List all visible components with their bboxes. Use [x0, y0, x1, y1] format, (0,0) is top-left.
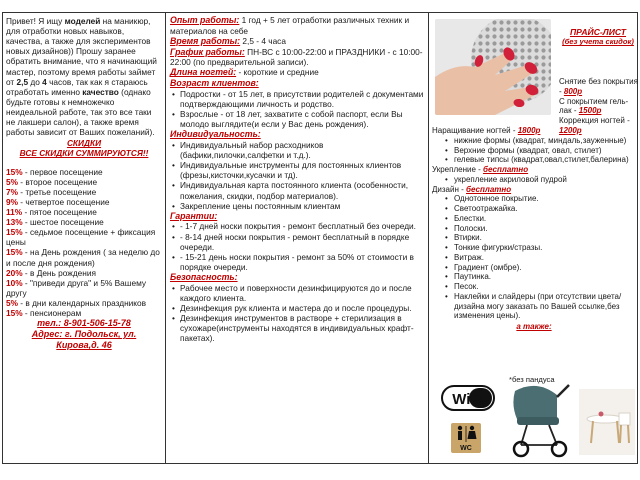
discount-row — [6, 268, 162, 278]
guarantee-item: • - 8-14 дней носки покрытия - ремонт бесплатный в порядке очереди. — [170, 232, 424, 252]
discount-row — [6, 167, 162, 177]
price-title: ПРАЙС-ЛИСТ (без учета скидок) — [562, 27, 634, 47]
discount-text: - в дни календарных праздников — [18, 297, 147, 308]
design-item: • Однотонное покрытие. — [432, 194, 636, 204]
discount-text: - шестое посещение — [22, 217, 104, 228]
indiv-item: • Индивидуальные инструменты для постоянных клиентов (фрезы,кисточки,кусачки и тд). — [170, 160, 424, 180]
discount-percent: 10% — [6, 277, 23, 288]
wc-icon — [451, 423, 481, 453]
stroller-icon — [507, 381, 577, 459]
design-item: • Полоски. — [432, 224, 636, 234]
discount-percent: 15% — [6, 308, 23, 319]
design-list — [432, 194, 636, 321]
design-item: • Песок. — [432, 282, 636, 292]
discounts-title: СКИДКИ ВСЕ СКИДКИ СУММИРУЮТСЯ!! — [19, 138, 149, 159]
discount-percent: 7% — [6, 186, 18, 197]
discount-percent: 5% — [6, 176, 18, 187]
discount-row — [6, 298, 162, 308]
discount-percent: 13% — [6, 217, 23, 228]
guarantee-item: • - 15-21 день носки покрытия - ремонт за 50% от стоимости в порядке очереди. — [170, 252, 424, 272]
discount-row — [6, 207, 162, 217]
discount-text: - третье посещение — [18, 186, 97, 197]
left-column — [3, 13, 166, 463]
price-value: 1200р — [559, 125, 582, 135]
wifi-icon — [441, 383, 495, 413]
price-label: С покрытием гель-лак - — [559, 96, 629, 116]
kids-furniture-icon — [579, 389, 635, 455]
price-label: Снятие без покрытия - — [559, 77, 638, 96]
safety-item: • Дезинфекция рук клиента и мастера до и после процедуры. — [170, 303, 424, 313]
ramp-note: *без пандуса — [509, 375, 555, 384]
discount-percent: 5% — [6, 297, 18, 308]
discount-text: - второе посещение — [18, 176, 98, 187]
design-item: • Тонкие фигурки/стразы. — [432, 243, 636, 253]
indiv-item: • Закрепление цены постоянным клиентам — [170, 201, 424, 211]
design-item: • Наклейки и слайдеры (при отсутствии цвета/дизайна могу заказать по Вашей ссылке,без изменения цены). — [432, 292, 636, 321]
discount-text: - седьмое посещение + фиксация цены — [6, 227, 156, 248]
safety-item: • Рабочее место и поверхности дезинфицируются до и после каждого клиента. — [170, 283, 424, 303]
extension-item: • нижние формы (квадрат, миндаль,зауженные) — [432, 136, 636, 146]
address-line-2: Кирова,д. 46 — [56, 340, 112, 351]
design-item: • Блестки. — [432, 214, 636, 224]
wc-label: WC — [460, 445, 472, 452]
safety-title: Безопасность: — [170, 272, 238, 282]
age-item: • Подростки - от 15 лет, в присутствии родителей с документами подтверждающими личность и родство. — [170, 89, 424, 109]
discount-row — [6, 187, 162, 197]
strengthen: Укрепление - бесплатно — [432, 165, 529, 174]
discount-text: - "приведи друга" и 5% Вашему другу — [6, 277, 147, 298]
indiv-item: • Индивидуальный набор расходников (бафики,пилочки,салфетки и т.д.). — [170, 140, 424, 160]
age-list — [170, 89, 424, 129]
discount-row — [6, 177, 162, 187]
intro-text: Привет! Я ищу моделей на маникюр, для отработки новых навыков, качества, а также для экспериментов новых дизайнов)) Прошу заранее обратить внимание, что я начинающий мастер, поэтому время работы займет от 2,5 до 4 часов, так как я стараюсь отработать именно качество (однако будьте готовы к немножечко неидеальной работе, так это все таки не лакшери салон), а также время работы зависит от Ваших пожеланий). — [6, 16, 157, 138]
strengthen-item: • укрепление акриловой пудрой — [432, 175, 636, 185]
address-line-1: Адрес: г. Подольск, ул. — [31, 329, 137, 340]
indiv-title: Индивидуальность: — [170, 129, 261, 140]
strengthen-list — [432, 175, 636, 185]
discount-percent: 15% — [6, 247, 23, 258]
discount-percent: 15% — [6, 227, 23, 238]
discount-text: - пенсионерам — [22, 308, 82, 319]
phone: тел.: 8-901-506-15-78 — [37, 318, 131, 329]
price-value: 800р — [563, 86, 583, 96]
price-value: 1500р — [578, 106, 602, 116]
guarantee-list — [170, 221, 424, 272]
discounts-list — [6, 167, 162, 319]
services — [432, 126, 636, 332]
middle-column — [166, 13, 429, 463]
indiv-item: • Индивидуальная карта постоянного клиента (особенности, пожелания, скидки, подбор материалов). — [170, 180, 424, 200]
work-time: Время работы: 2,5 - 4 часа — [170, 35, 286, 46]
discount-percent: 11% — [6, 206, 23, 217]
extension: Наращивание ногтей - 1800р — [432, 126, 541, 135]
design-item: • Светоотражайка. — [432, 204, 636, 214]
design: Дизайн - бесплатно — [432, 184, 512, 194]
wifi-label: WiFi — [452, 391, 484, 408]
extension-list — [432, 136, 636, 165]
indiv-list — [170, 140, 424, 211]
also-title: а также: — [516, 322, 552, 331]
nail-length: Длина ногтей: - короткие и средние — [170, 67, 319, 78]
discount-text: - четвертое посещение — [18, 196, 110, 207]
age-item: • Взрослые - от 18 лет, захватите с собой паспорт, если Вы молодо выглядите(и если у Вас день рождения). — [170, 109, 424, 129]
extension-item: • гелевые типсы (квадрат,овал,стилет,балерина) — [432, 155, 636, 165]
discount-row — [6, 227, 162, 247]
design-item: • Втирки. — [432, 233, 636, 243]
age-title: Возраст клиентов: — [170, 78, 259, 89]
design-item: • Градиент (омбре). — [432, 263, 636, 273]
experience: Опыт работы: 1 год + 5 лет отработки различных техник и материалов на себе — [170, 15, 410, 36]
design-item: • Паутинка. — [432, 272, 636, 282]
right-column — [429, 13, 639, 463]
discount-text: - в День рождения — [22, 267, 96, 278]
extension-item: • Верхние формы (квадрат, овал, стилет) — [432, 146, 636, 156]
contact-block — [6, 318, 162, 351]
safety-item: • Дезинфекция инструментов в растворе + стерилизация в сухожаре(инструменты находятся в индивидуальных крафт-пакетах). — [170, 313, 424, 343]
discount-percent: 20% — [6, 267, 23, 278]
discount-row — [6, 278, 162, 298]
discount-text: - пятое посещение — [22, 206, 97, 217]
discount-percent: 15% — [6, 166, 23, 177]
discount-row — [6, 217, 162, 227]
schedule: График работы: ПН-ВС с 10:00-22:00 и ПРАЗДНИКИ - с 10:00-22:00 (по предварительной записи). — [170, 46, 423, 68]
manicure-photo — [435, 19, 551, 115]
guarantee-item: • - 1-7 дней носки покрытия - ремонт бесплатный без очереди. — [170, 221, 424, 231]
discount-row — [6, 308, 162, 318]
guarantee-title: Гарантии: — [170, 210, 218, 221]
discount-percent: 9% — [6, 196, 18, 207]
discount-row — [6, 247, 162, 267]
price-row — [559, 97, 639, 117]
price-label: Коррекция ногтей - — [559, 116, 630, 125]
discount-text: - первое посещение — [22, 166, 103, 177]
discount-text: - на День рождения ( за неделю до и после дня рождения) — [6, 247, 160, 268]
price-row — [559, 77, 639, 97]
flyer — [2, 12, 638, 464]
safety-list — [170, 283, 424, 344]
discount-row — [6, 197, 162, 207]
design-item: • Витраж. — [432, 253, 636, 263]
